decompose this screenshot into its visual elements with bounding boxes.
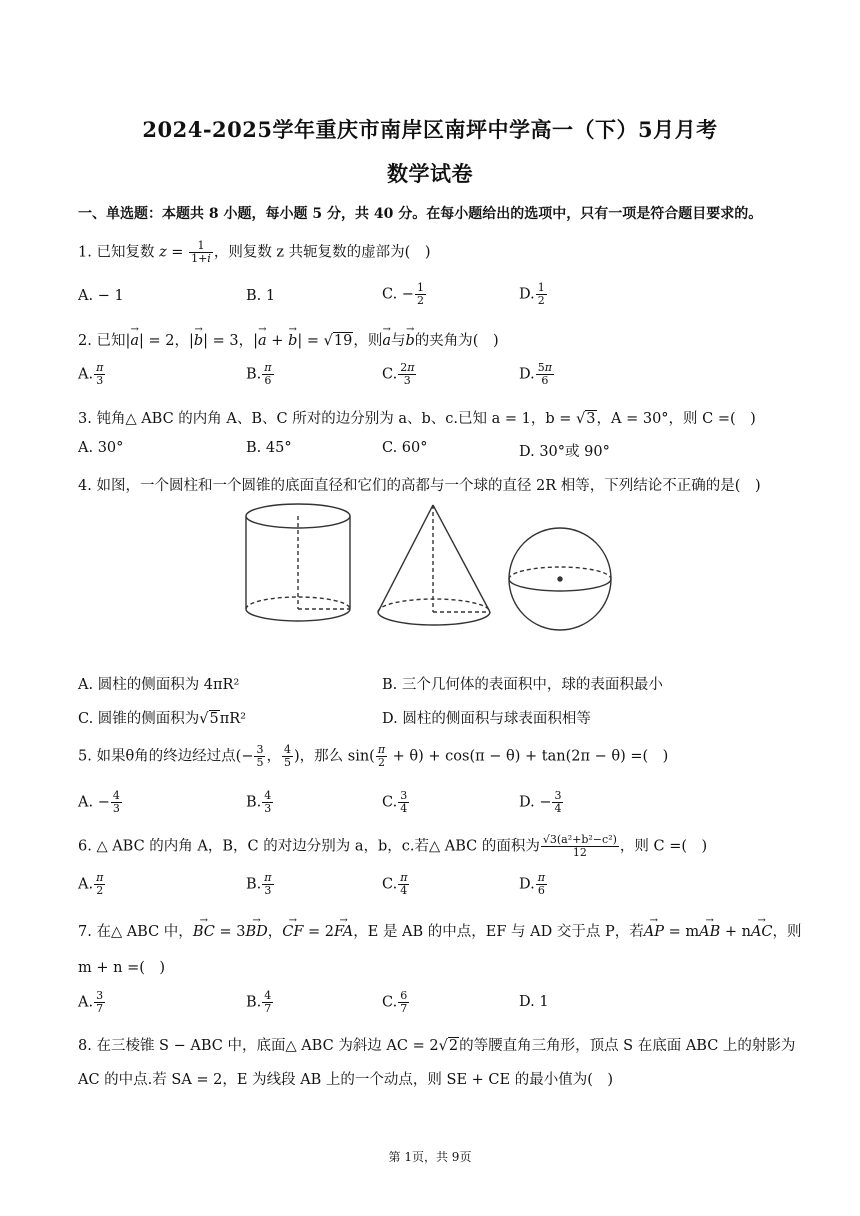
q3-option-a: A. 30° [78,440,124,456]
question-6: 6. △ ABC 的内角 A，B，C 的对边分别为 a，b，c.若△ ABC 的面积为 $\frac{\text{√3(a²+b²−c²)}}{12}$ ，则 C =( ) [78,833,708,859]
q1-option-a: A. − 1 [78,288,124,304]
q4-option-c: C. 圆锥的侧面积为√5πR² [78,711,247,727]
q1-option-c: C. − $\frac{1}{2}$ [382,281,424,307]
q2-option-a: A. $\frac{\pi}{3}$ [78,361,104,387]
page-footer: 第 1页，共 9页 [388,1150,472,1164]
q5-option-c: C. $\frac{3}{4}$ [382,789,408,815]
sphere-figure [509,528,611,630]
q3-option-d: D. 30°或 90° [519,444,610,460]
q6-option-c: C. $\frac{\pi}{4}$ [382,871,408,897]
q7-option-d: D. 1 [519,994,549,1010]
q6-option-b: B. $\frac{\pi}{3}$ [246,871,272,897]
question-7-line2: m + n =( ) [78,960,166,976]
q1-option-b: B. 1 [246,288,276,304]
question-2: 2. 已知|→ a| = 2，|→ b| = 3，|→ a + → b| = √19，则→ a与→ b的夹角为( ) [78,329,798,350]
q2-option-b: B. $\frac{\pi}{6}$ [246,361,272,387]
cylinder-figure [246,504,350,621]
q3-option-c: C. 60° [382,440,428,456]
question-8-line2: AC 的中点.若 SA = 2，E 为线段 AB 上的一个动点，则 SE + CE 的最小值为( ) [78,1072,614,1088]
question-8: 8. 在三棱锥 S − ABC 中，底面△ ABC 为斜边 AC = 2√2的等腰直角三角形，顶点 S 在底面 ABC 上的射影为 [78,1038,796,1054]
q4-option-b: B. 三个几何体的表面积中，球的表面积最小 [382,677,663,693]
q3-option-b: B. 45° [246,440,292,456]
exam-subtitle: 数学试卷 [387,161,473,186]
q5-option-d: D. − $\frac{3}{4}$ [519,789,562,815]
q7-option-c: C. $\frac{6}{7}$ [382,989,408,1015]
section-heading: 一、单选题：本题共 8 小题，每小题 5 分，共 40 分。在每小题给出的选项中，只有一项是符合题目要求的。 [78,206,763,222]
fraction: $\frac{1}{1+i}$ [191,239,211,265]
q2-option-d: D. $\frac{5\pi}{6}$ [519,361,552,387]
cone-figure [378,505,490,625]
exam-title: 2024-2025学年重庆市南岸区南坪中学高一（下）5月月考 [142,117,718,142]
question-5: 5. 如果θ角的终边经过点(− $\frac{3}{5}$ ， $\frac{4}{5}$ )，那么 sin( $\frac{\pi}{2}$ + θ) + cos(π − θ) + tan(2π − θ) =( ) [78,743,669,769]
question-3: 3. 钝角△ ABC 的内角 A、B、C 所对的边分别为 a、b、c.已知 a = 1，b = √3，A = 30°，则 C =( ) [78,411,756,427]
question-4: 4. 如图，一个圆柱和一个圆锥的底面直径和它们的高都与一个球的直径 2R 相等，下列结论不正确的是( ) [78,478,761,494]
q1-option-d: D. $\frac{1}{2}$ [519,281,545,307]
q5-option-a: A. − $\frac{4}{3}$ [78,789,120,815]
q4-option-a: A. 圆柱的侧面积为 4πR² [78,677,240,693]
geometry-figures [230,495,630,640]
question-1: 1. 已知复数 z = $\frac{1}{1+i}$ ，则复数 z 共轭复数的虚部为( ) [78,239,431,265]
q7-option-a: A. $\frac{3}{7}$ [78,989,104,1015]
q6-option-a: A. $\frac{\pi}{2}$ [78,871,104,897]
q6-option-d: D. $\frac{\pi}{6}$ [519,871,545,897]
q7-option-b: B. $\frac{4}{7}$ [246,989,272,1015]
q4-option-d: D. 圆柱的侧面积与球表面积相等 [382,711,591,727]
question-7: 7. 在△ ABC 中，→ BC = 3→ BD，→ CF = 2→ FA，E 是 AB 的中点，EF 与 AD 交于点 P，若→ AP = m→ AB + n→ AC，则 [78,920,798,941]
q5-option-b: B. $\frac{4}{3}$ [246,789,272,815]
q2-option-c: C. $\frac{2\pi}{3}$ [382,361,415,387]
